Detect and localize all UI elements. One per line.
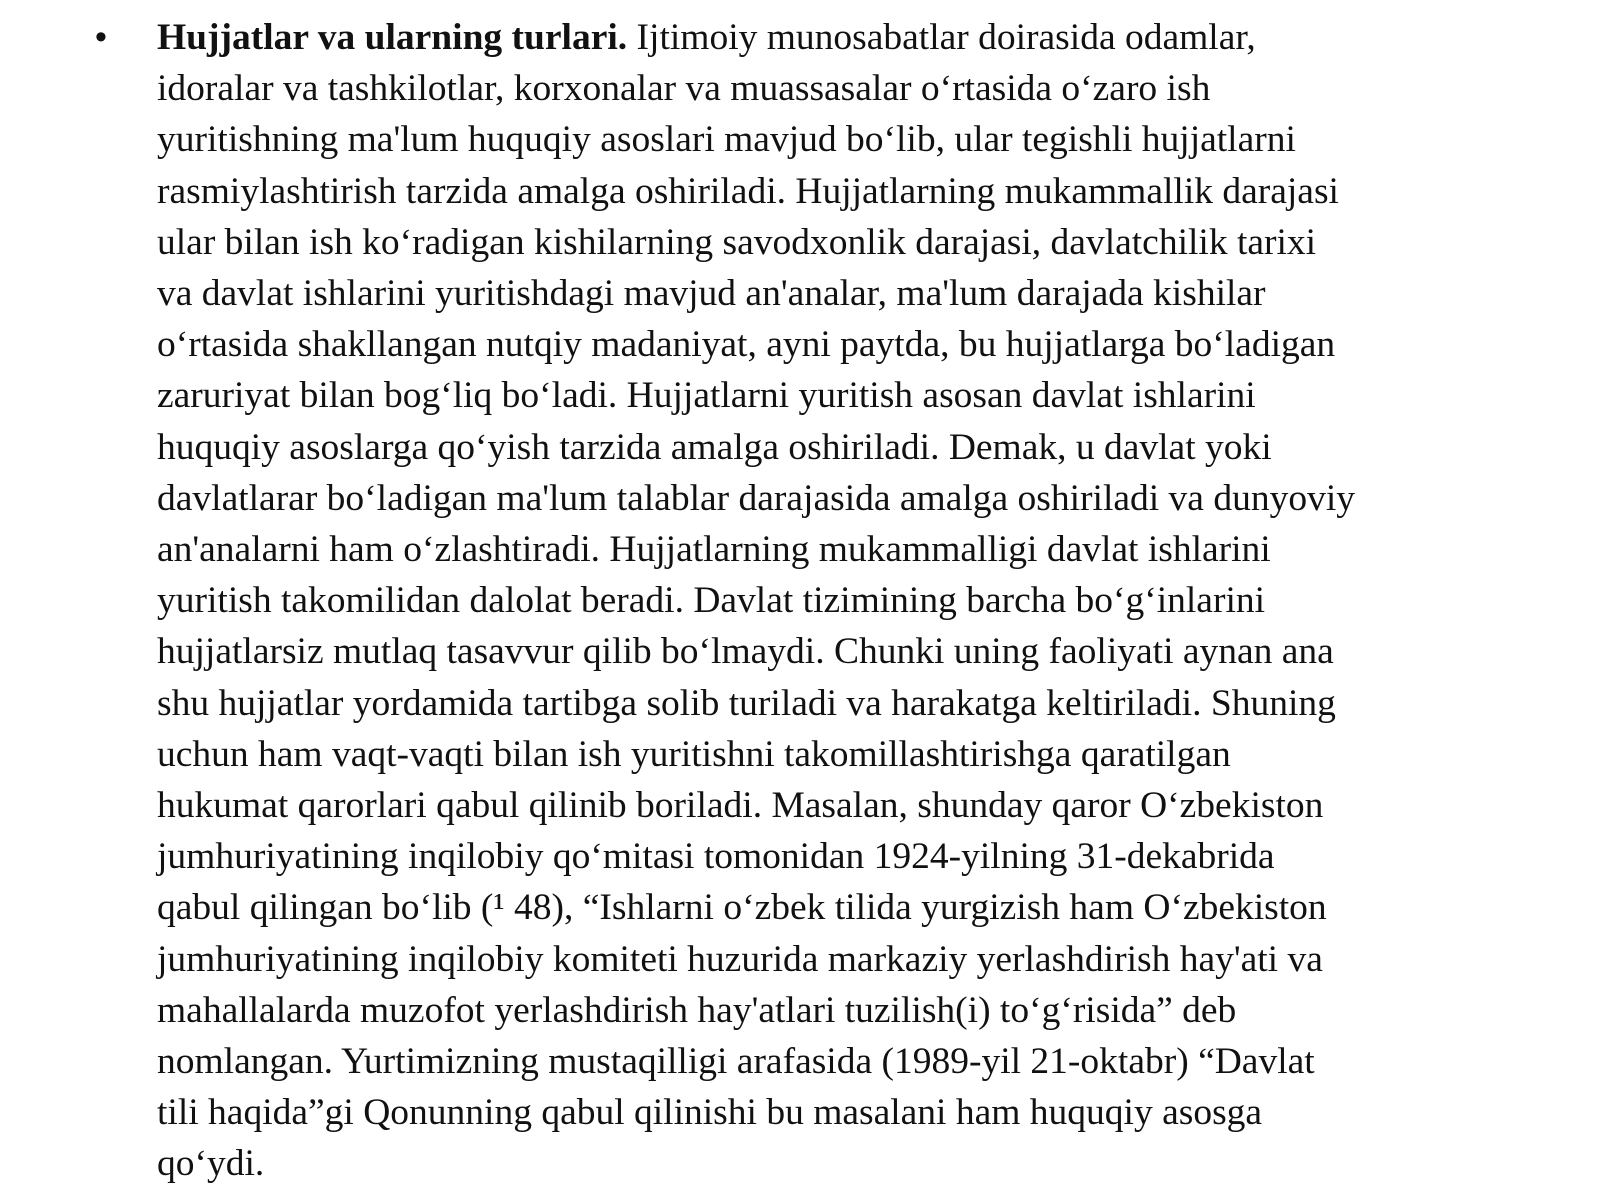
text-line	[157, 12, 1517, 63]
bullet-paragraph	[95, 12, 1517, 1190]
text-line: hujjatlarsiz mutlaq tasavvur qilib bo‘lmaydi. Chunki uning faoliyati aynan ana	[157, 631, 1334, 673]
text-line: shu hujjatlar yordamida tartibga solib turiladi va harakatga keltiriladi. Shuning	[157, 682, 1336, 724]
text-line: an'analarni ham o‘zlashtiradi. Hujjatlarning mukammalligi davlat ishlarini	[157, 529, 1271, 571]
text-line: jumhuriyatining inqilobiy komiteti huzurida markaziy yerlashdirish hay'ati va	[157, 938, 1323, 980]
text-line: yuritish takomilidan dalolat beradi. Davlat tizimining barcha bo‘g‘inlarini	[157, 580, 1266, 622]
text-line: jumhuriyatining inqilobiy qo‘mitasi tomonidan 1924-yilning 31-dekabrida	[157, 836, 1275, 878]
text-line: mahallalarda muzofot yerlashdirish hay'atlari tuzilish(i) to‘g‘risida” deb	[157, 989, 1237, 1031]
text-line: zaruriyat bilan bog‘liq bo‘ladi. Hujjatlarni yuritish asosan davlat ishlarini	[157, 375, 1256, 417]
section-heading: Hujjatlar va ularning turlari.	[157, 17, 628, 58]
text-line: yuritishning ma'lum huquqiy asoslari mavjud bo‘lib, ular tegishli hujjatlarni	[157, 119, 1296, 161]
text-line: tili haqida”gi Qonunning qabul qilinishi bu masalani ham huquqiy asosga	[157, 1092, 1263, 1134]
text-line: rasmiylashtirish tarzida amalga oshiriladi. Hujjatlarning mukammallik darajasi	[157, 170, 1339, 212]
bullet-point-icon: •	[95, 18, 107, 56]
text-line: nomlangan. Yurtimizning mustaqilligi arafasida (1989-yil 21-oktabr) “Davlat	[157, 1041, 1315, 1083]
text-line: o‘rtasida shakllangan nutqiy madaniyat, ayni paytda, bu hujjatlarga bo‘ladigan	[157, 324, 1336, 366]
text-line: uchun ham vaqt-vaqti bilan ish yuritishni takomillashtirishga qaratilgan	[157, 733, 1231, 775]
text-line: ular bilan ish ko‘radigan kishilarning savodxonlik darajasi, davlatchilik tarixi	[157, 221, 1317, 263]
text-line-content: Ijtimoiy munosabatlar doirasida odamlar,	[627, 17, 1256, 58]
text-line: qabul qilingan bo‘lib (¹ 48), “Ishlarni o‘zbek tilida yurgizish ham O‘zbekiston	[157, 887, 1327, 929]
text-line: va davlat ishlarini yuritishdagi mavjud an'analar, ma'lum darajada kishilar	[157, 273, 1266, 315]
text-line: hukumat qarorlari qabul qilinib boriladi. Masalan, shunday qaror O‘zbekiston	[157, 785, 1324, 827]
text-line: qo‘ydi.	[157, 1143, 265, 1185]
text-line: idoralar va tashkilotlar, korxonalar va muassasalar o‘rtasida o‘zaro ish	[157, 68, 1211, 110]
text-line: huquqiy asoslarga qo‘yish tarzida amalga oshiriladi. Demak, u davlat yoki	[157, 426, 1272, 468]
text-line: davlatlarar bo‘ladigan ma'lum talablar darajasida amalga oshiriladi va dunyoviy	[157, 477, 1355, 519]
